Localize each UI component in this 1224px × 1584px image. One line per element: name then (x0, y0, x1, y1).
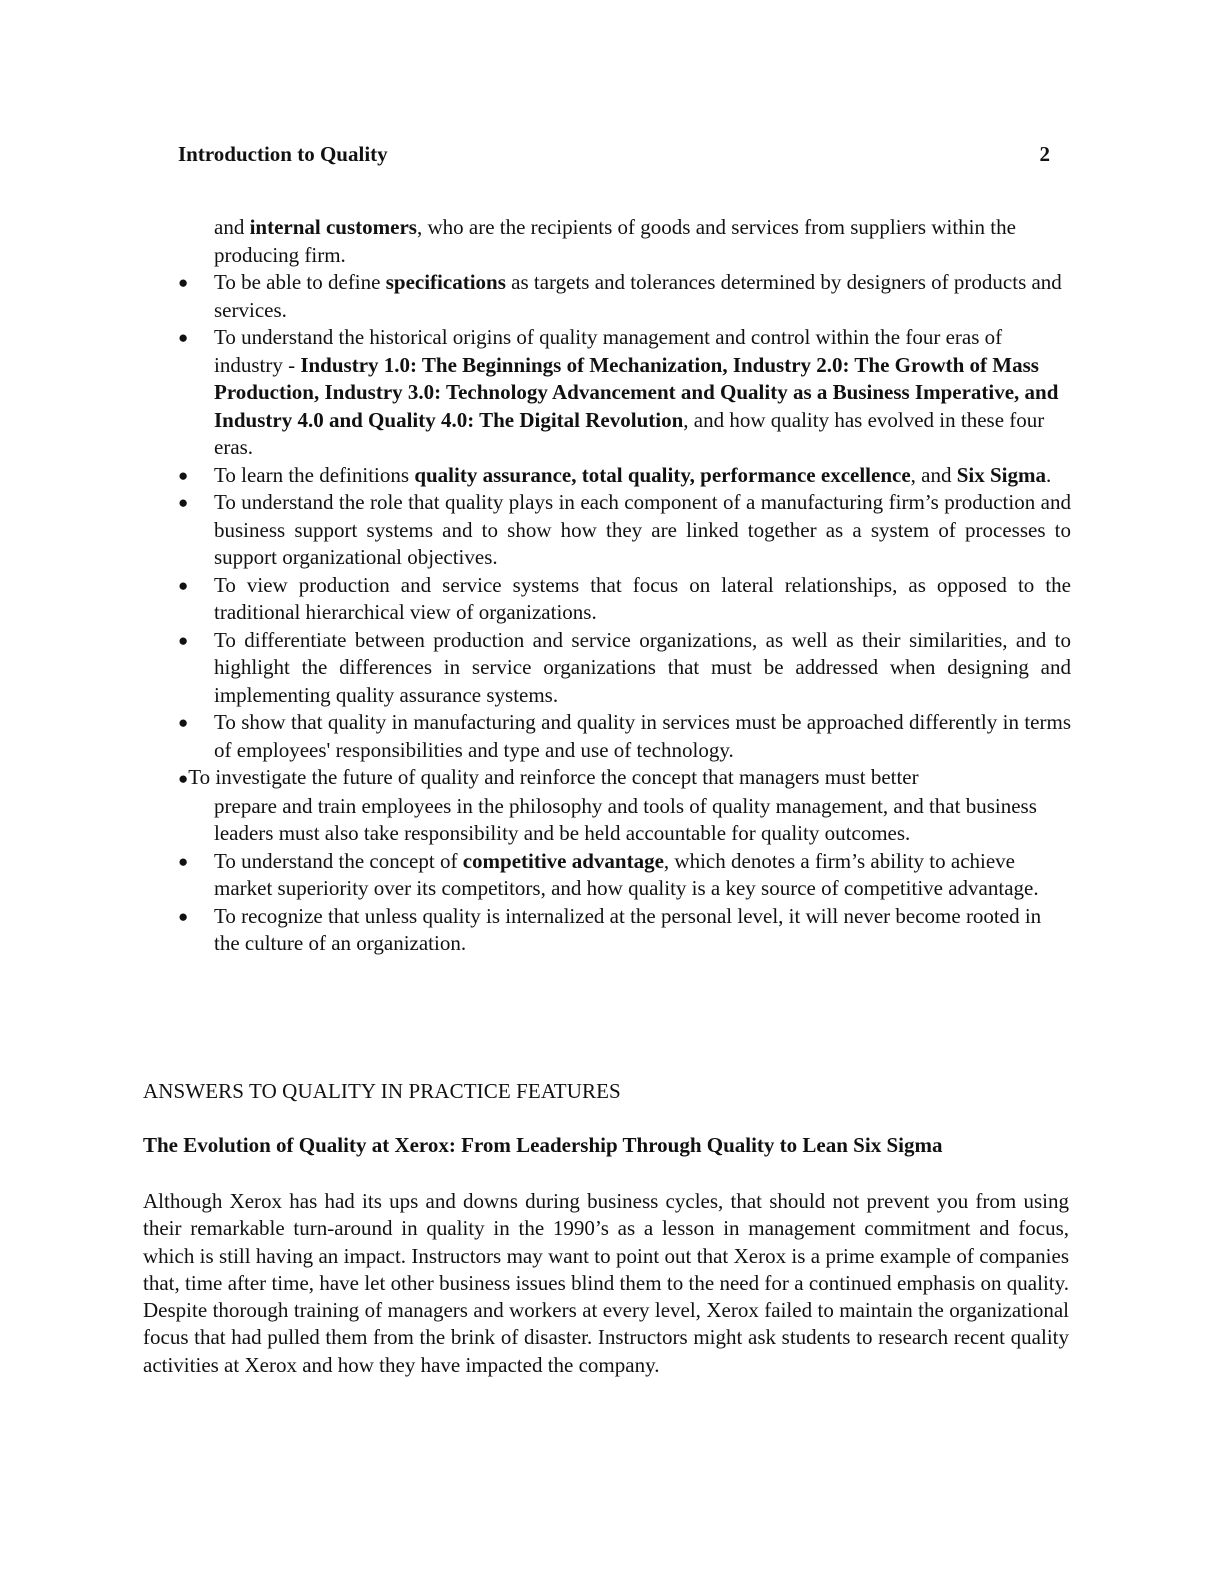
list-item: ● To understand the role that quality plays in each component of a manufacturing firm’s production and business support systems and to show how they are linked together as a system of processes to support organizational objectives. (178, 490, 1071, 569)
list-item-continuation: and internal customers, who are the recipients of goods and services from suppliers within the producing firm. (214, 215, 1016, 267)
bullet-icon: ● (178, 713, 189, 732)
list-item: ● To be able to define specifications as targets and tolerances determined by designers of products and services. (178, 270, 1062, 322)
list-item: ●To investigate the future of quality and reinforce the concept that managers must better prepare and train employees in the philosophy and tools of quality management, and that business leaders must also take responsibility and be held accountable for quality outcomes. (178, 765, 1037, 845)
bullet-icon: ● (178, 906, 189, 926)
term-competitive-advantage: competitive advantage (462, 848, 664, 873)
bullet-icon: ● (178, 273, 189, 292)
bullet-icon: ● (178, 328, 189, 347)
page-number: 2 (1039, 142, 1050, 166)
list-item: ● To recognize that unless quality is internalized at the personal level, it will never become rooted in the culture of an organization. (178, 903, 1042, 955)
term-industry-eras: Industry 1.0: The Beginnings of Mechanization, Industry 2.0: The Growth of Mass Production, Industry 3.0: Technology Advancement and Quality as a Business Imperative, and Industry 4.0 and Quality 4.0: The Digital Revolution (214, 352, 1059, 432)
page-header (178, 142, 1050, 172)
objectives-list (178, 214, 1071, 958)
bullet-icon: ● (178, 493, 189, 512)
bullet-icon: ● (178, 769, 189, 788)
term-quality-definitions: quality assurance, total quality, performance excellence (414, 462, 911, 487)
bullet-icon: ● (178, 465, 189, 485)
term-specifications: specifications (385, 270, 506, 294)
term-six-sigma: Six Sigma (956, 462, 1047, 487)
list-item: ● To differentiate between production and service organizations, as well as their similarities, and to highlight the differences in service organizations that must be addressed when designing and implementing quality assurance systems. (178, 627, 1071, 707)
bullet-icon: ● (178, 575, 189, 595)
term-internal-customers: internal customers (249, 215, 417, 239)
section-heading: ANSWERS TO QUALITY IN PRACTICE FEATURES (143, 1079, 621, 1103)
bullet-icon: ● (178, 851, 189, 871)
list-item: ● To understand the historical origins of quality management and control within the four eras of industry - Industry 1.0: The Beginnings of Mechanization, Industry 2.0: The Growth of Mass Production, Industry 3.0: Technology Advancement and Quality as a Business Imperative, and Industry 4.0 and Quality 4.0: The Digital Revolution, and how quality has evolved in these four eras. (178, 325, 1059, 459)
list-item: ● To show that quality in manufacturing and quality in services must be approached differently in terms of employees' responsibilities and type and use of technology. (178, 710, 1071, 762)
body-paragraph: Although Xerox has had its ups and downs during business cycles, that should not prevent you from using their remarkable turn-around in quality in the 1990’s as a lesson in management commitment and focus, which is still having an impact. Instructors may want to point out that Xerox is a prime example of companies that, time after time, have let other business issues blind them to the need for a continued emphasis on quality. Despite thorough training of managers and workers at every level, Xerox failed to maintain the organizational focus that had pulled them from the brink of disaster. Instructors might ask students to research recent quality activities at Xerox and how they have impacted the company. (143, 1189, 1069, 1377)
list-item: ● To learn the definitions quality assurance, total quality, performance excellence, and Six Sigma. (178, 462, 1071, 490)
bullet-icon: ● (178, 630, 189, 650)
list-item: ● To view production and service systems that focus on lateral relationships, as opposed to the traditional hierarchical view of organizations. (178, 572, 1071, 624)
subsection-heading: The Evolution of Quality at Xerox: From Leadership Through Quality to Lean Six Sigma (143, 1133, 943, 1157)
list-item: ● To understand the concept of competitive advantage, which denotes a firm’s ability to achieve market superiority over its competitors, and how quality is a key source of competitive advantage. (178, 848, 1039, 900)
running-title: Introduction to Quality (178, 142, 388, 166)
